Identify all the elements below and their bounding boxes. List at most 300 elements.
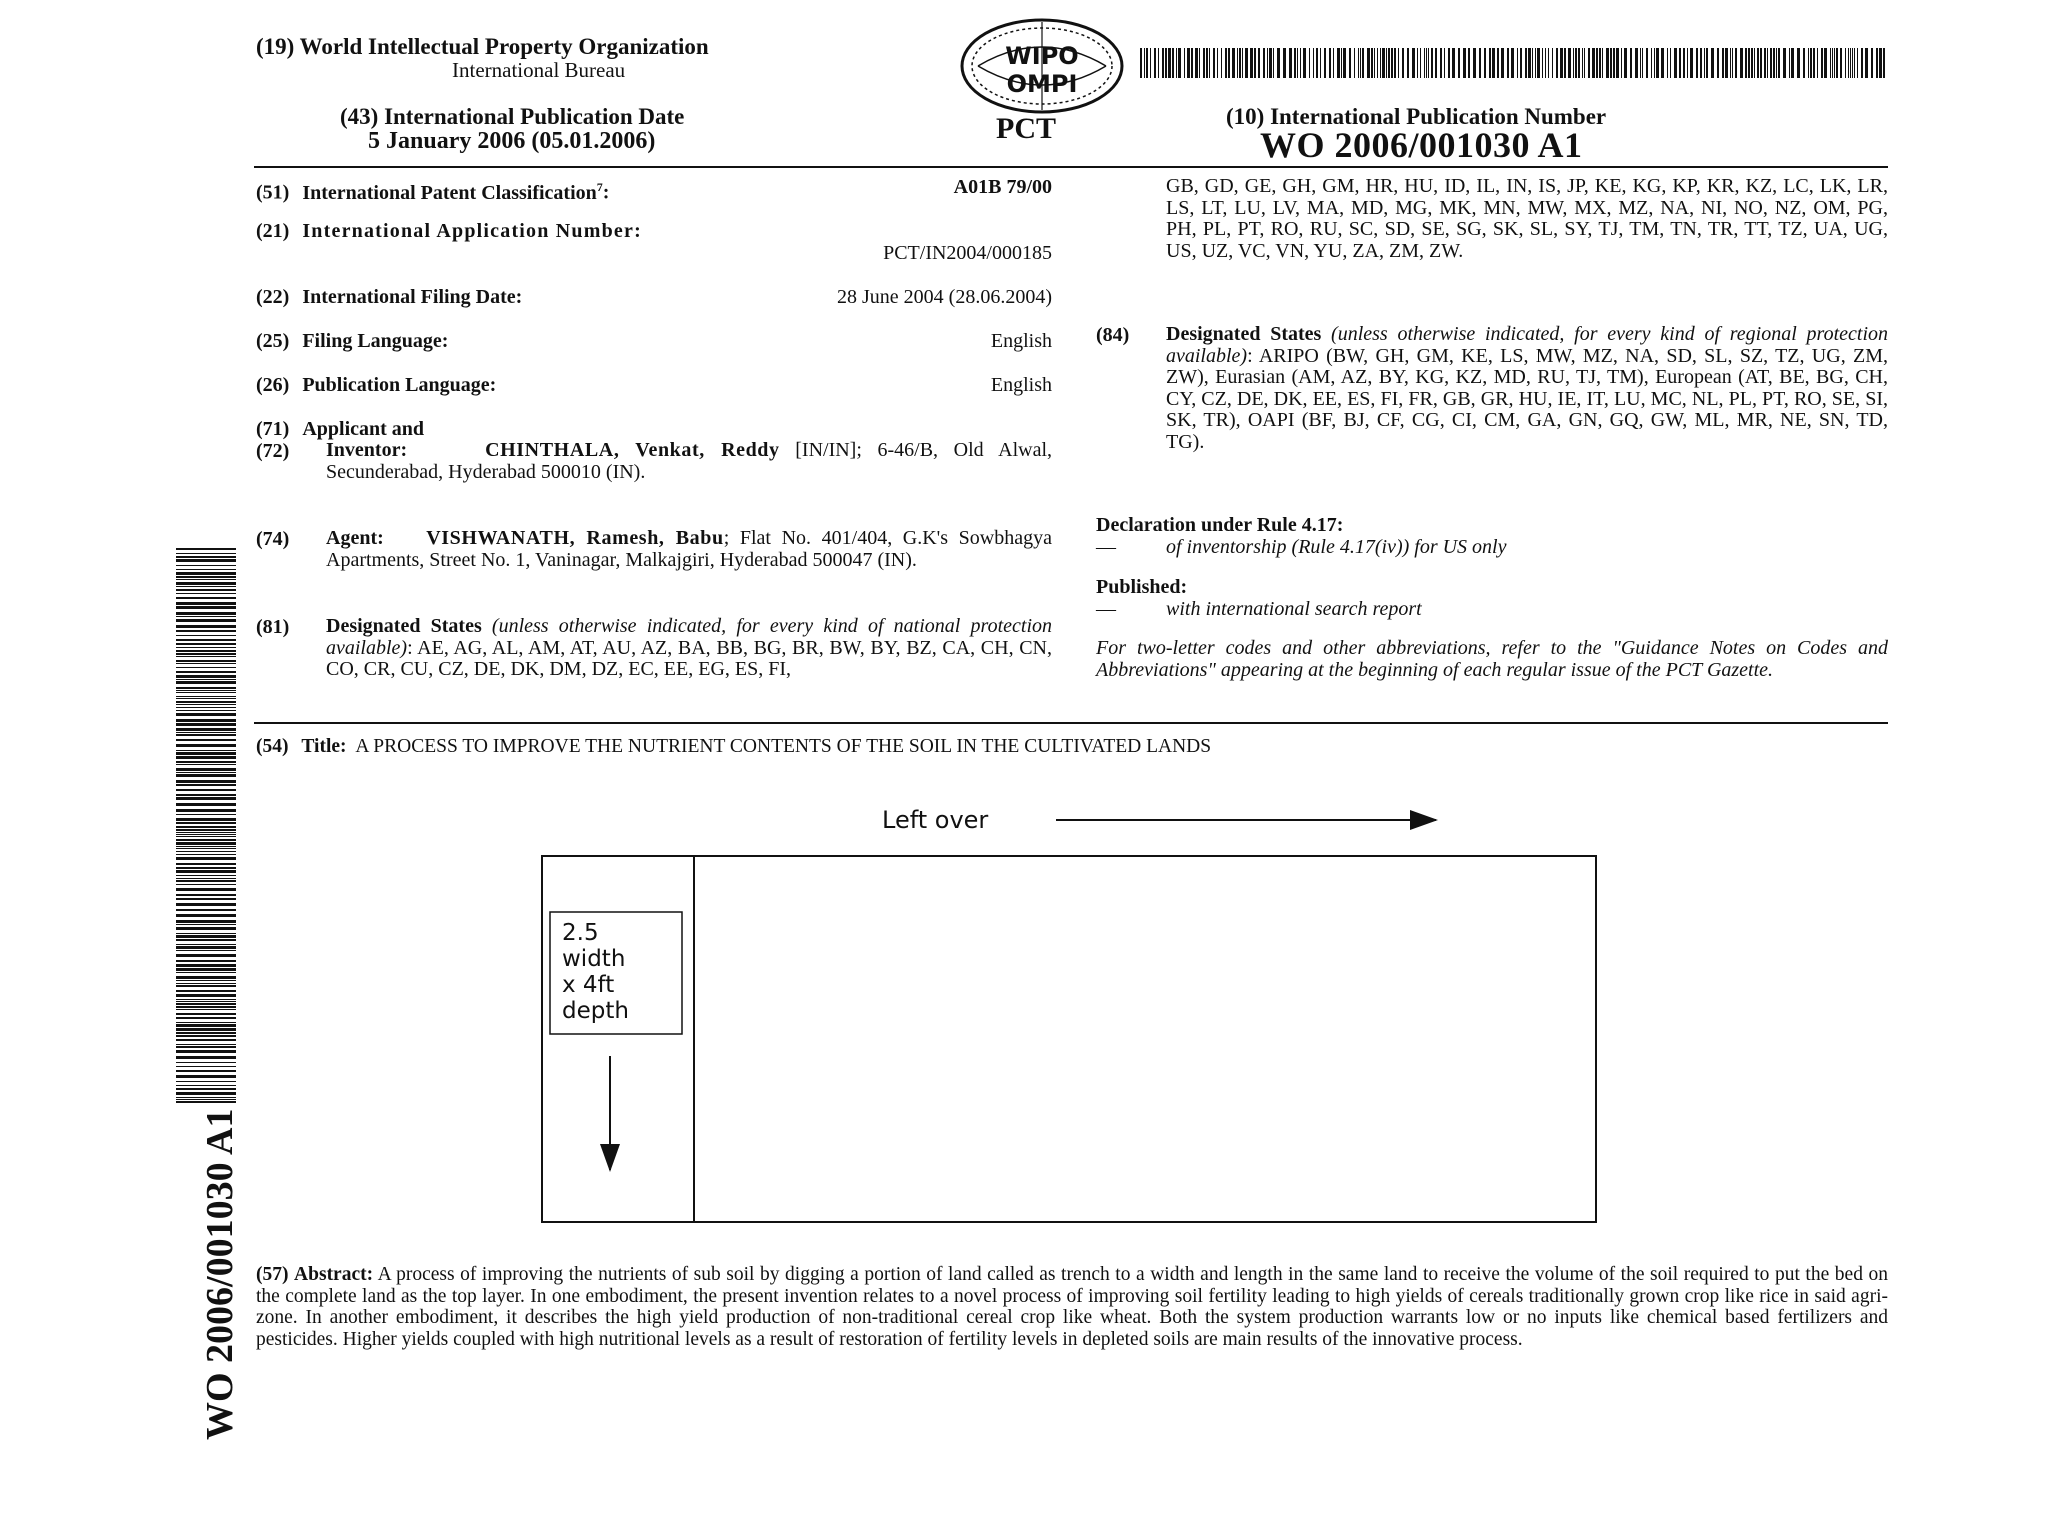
barcode-bar — [1883, 48, 1885, 78]
barcode-bar — [176, 1081, 236, 1082]
barcode-bar — [1696, 48, 1698, 78]
field-25: (25) Filing Language: English — [256, 330, 1052, 352]
barcode-bar — [1635, 48, 1638, 78]
barcode-bar — [176, 692, 236, 693]
barcode-bar — [1630, 48, 1632, 78]
barcode-bar — [176, 939, 236, 941]
barcode-bar — [176, 972, 236, 973]
barcode-bar — [1283, 48, 1286, 78]
field-72: Inventor: CHINTHALA, Venkat, Reddy [IN/IN]; 6-46/B, Old Alwal, Secunderabad, Hyderabad 500010 (IN). — [326, 439, 1053, 483]
barcode-bar — [1187, 48, 1190, 78]
barcode-bar — [176, 1099, 236, 1100]
field-71: (71) Applicant and — [256, 418, 425, 440]
barcode-bar — [1535, 48, 1536, 78]
wipo-logo-top: WIPO — [1005, 42, 1079, 70]
barcode-bar — [176, 894, 236, 896]
barcode-bar — [176, 954, 236, 957]
barcode-bar — [1732, 48, 1733, 78]
barcode-bar — [176, 635, 236, 636]
barcode-bar — [1616, 48, 1619, 78]
barcode-bar — [1426, 48, 1427, 78]
barcode-bar — [1206, 48, 1208, 78]
barcode-bar — [1239, 48, 1241, 78]
barcode-bar — [1217, 48, 1218, 78]
declaration-text: of inventorship (Rule 4.17(iv)) for US only — [1166, 536, 1507, 558]
barcode-bar — [1848, 48, 1849, 78]
barcode-bar — [1484, 48, 1486, 78]
barcode-bar — [1354, 48, 1355, 78]
barcode-bar — [1337, 48, 1340, 78]
field-84: Designated States (unless otherwise indicated, for every kind of regional protection available): ARIPO (BW, GH, GM, KE, LS, MW, MZ, NA, SD, SL, SZ, TZ, UG, ZM, ZW), Eurasian (AM, AZ, BY, KG, KZ, MD, RU, TJ, TM), European (AT, BE, BG, CH, CY, CZ, DE, DK, EE, ES, FI, FR, GB, GR, HU, IE, IT, LU, MC, NL, PL, PT, RO, SE, SI, SK, TR), OAPI (BF, BJ, CF, CG, CI, CM, GA, GN, GQ, GW, ML, MR, NE, SN, TD, TG). — [1166, 323, 1888, 453]
barcode-bar — [1532, 48, 1533, 78]
barcode-bar — [1776, 48, 1777, 78]
barcode-bar — [176, 1001, 236, 1002]
barcode-bar — [1745, 48, 1747, 78]
barcode-bar — [1582, 48, 1583, 78]
title-line: (54) Title: A PROCESS TO IMPROVE THE NUTRIENT CONTENTS OF THE SOIL IN THE CULTIVATED LANDS — [256, 736, 1212, 757]
barcode-bar — [1367, 48, 1370, 78]
barcode-bar — [176, 927, 236, 930]
barcode-bar — [176, 579, 236, 580]
trench-label-line-2: width — [562, 946, 626, 972]
barcode-bar — [1237, 48, 1238, 78]
barcode-bar — [176, 903, 236, 906]
barcode-bar — [176, 597, 236, 599]
barcode-bar — [1834, 48, 1835, 78]
barcode-bar — [1808, 48, 1809, 78]
barcode-bar — [1374, 48, 1375, 78]
barcode-bar — [1876, 48, 1878, 78]
barcode-bar — [1232, 48, 1235, 78]
barcode-bar — [1706, 48, 1708, 78]
pct-mark: PCT — [996, 112, 1056, 145]
barcode-bar — [1333, 48, 1334, 78]
barcode-bar — [1165, 48, 1167, 78]
barcode-bar — [1431, 48, 1433, 78]
barcode-bar — [176, 559, 236, 562]
barcode-bar — [176, 667, 236, 668]
barcode-bar — [1444, 48, 1445, 78]
barcode-bar — [1824, 48, 1827, 78]
barcode-bar — [1479, 48, 1481, 78]
barcode-bar — [1473, 48, 1476, 78]
figure-drawing — [530, 800, 1610, 1240]
barcode-bar — [176, 822, 236, 824]
barcode-bar — [176, 576, 236, 578]
barcode-bar — [1435, 48, 1437, 78]
barcode-bar — [176, 857, 236, 860]
barcode-bar — [176, 663, 236, 664]
barcode-bar — [176, 780, 236, 783]
field-81-continued: GB, GD, GE, GH, GM, HR, HU, ID, IL, IN, IS, JP, KE, KG, KP, KR, KZ, LC, LK, LR, LS, LT, LU, LV, MA, MD, MG, MK, MN, MW, MX, MZ, NA, NI, NO, NZ, OM, PG, PH, PL, PT, RO, RU, SC, SD, SE, SG, SK, SL, SY, TJ, TM, TN, TR, TT, TZ, UA, UG, US, UZ, VC, VN, YU, ZA, ZM, ZW. — [1166, 175, 1888, 262]
barcode-bar — [176, 774, 236, 777]
barcode-bar — [176, 863, 236, 865]
field-21: (21) International Application Number: — [256, 220, 642, 242]
barcode-bar — [176, 696, 236, 697]
barcode-bar — [1525, 48, 1527, 78]
barcode-bar — [1394, 48, 1396, 78]
barcode-bar — [1661, 48, 1664, 78]
barcode-bar — [176, 707, 236, 708]
barcode-bar — [1588, 48, 1590, 78]
barcode-bar — [176, 964, 236, 967]
barcode-bar — [1497, 48, 1499, 78]
barcode-bar — [176, 734, 236, 736]
barcode-bar — [176, 719, 236, 722]
barcode-bar — [1783, 48, 1786, 78]
barcode-bar — [1146, 48, 1148, 78]
barcode-bar — [1717, 48, 1719, 78]
barcode-bar — [1277, 48, 1280, 78]
barcode-bar — [1810, 48, 1812, 78]
barcode-bar — [176, 744, 236, 747]
barcode-bar — [1199, 48, 1200, 78]
barcode-bar — [176, 909, 236, 911]
barcode-bar — [1690, 48, 1693, 78]
barcode-bar — [1556, 48, 1558, 78]
barcode-bar — [176, 924, 236, 925]
barcode-bar — [1297, 48, 1298, 78]
abbreviation-note: For two-letter codes and other abbreviations, refer to the "Guidance Notes on Codes and Abbreviations" appearing at the beginning of each regular issue of the PCT Gazette. — [1096, 637, 1888, 681]
barcode-bar — [1492, 48, 1495, 78]
barcode-bar — [1144, 48, 1145, 78]
barcode-bar — [176, 839, 236, 841]
barcode-bar — [176, 980, 236, 981]
declaration-label: Declaration under Rule 4.17: — [1096, 514, 1344, 536]
barcode-bar — [176, 687, 236, 689]
barcode-bar — [1642, 48, 1643, 78]
barcode-bar — [176, 1070, 236, 1072]
barcode-bar — [1371, 48, 1373, 78]
barcode-bar — [1584, 48, 1585, 78]
barcode-bar — [176, 653, 236, 655]
barcode-bar — [176, 1028, 236, 1031]
barcode-bar — [176, 752, 236, 755]
barcode-bar — [176, 976, 236, 979]
header-rule — [254, 166, 1888, 168]
barcode-bar — [176, 1003, 236, 1005]
barcode-bar — [176, 875, 236, 876]
barcode-bar — [1654, 48, 1655, 78]
barcode-bar — [1748, 48, 1750, 78]
barcode-bar — [1573, 48, 1574, 78]
barcode-bar — [1871, 48, 1873, 78]
barcode-bar — [1602, 48, 1603, 78]
barcode-bar — [1797, 48, 1800, 78]
barcode-bar — [1463, 48, 1466, 78]
barcode-bar — [1606, 48, 1609, 78]
barcode-bar — [176, 1085, 236, 1086]
declaration-dash: — — [1096, 536, 1116, 558]
barcode-bar — [1407, 48, 1409, 78]
barcode-bar — [176, 660, 236, 662]
barcode-bar — [1528, 48, 1531, 78]
barcode-bar — [1537, 48, 1540, 78]
barcode-bar — [176, 834, 236, 835]
barcode-bar — [176, 772, 236, 773]
barcode-bar — [1458, 48, 1460, 78]
barcode-bar — [1303, 48, 1306, 78]
barcode-bar — [1865, 48, 1868, 78]
barcode-bar — [176, 933, 236, 934]
barcode-bar — [1343, 48, 1346, 78]
barcode-bar — [176, 1017, 236, 1019]
barcode-bar — [1154, 48, 1156, 78]
barcode-bar — [176, 809, 236, 812]
barcode-bar — [176, 698, 236, 699]
barcode-bar — [176, 690, 236, 691]
barcode-bar — [176, 994, 236, 997]
barcode-bar — [1552, 48, 1553, 78]
barcode-bar — [176, 732, 236, 733]
barcode-bar — [176, 1050, 236, 1053]
barcode-bar — [176, 968, 236, 971]
abstract: (57) Abstract: A process of improving the nutrients of sub soil by digging a portion of land called as trench to a width and length in the same land to receive the volume of the soil required to put the bed on the complete land as the top layer. In one embodiment, the present invention relates to a novel process of improving soil fertility leading to high yields of cereals traditionally grown crop like rice in said agri-zone. In another embodiment, it describes the high yield production of non-traditional cereal crop like wheat. Both the system production warrants low or no inputs like chemical based fertilizers and pesticides. Higher yields coupled with high nutritional levels as a result of restoration of fertility levels in depleted soils are main results of the innovative process. — [256, 1264, 1888, 1350]
barcode-bar — [1377, 48, 1378, 78]
barcode-bar — [176, 990, 236, 992]
barcode-bar — [1740, 48, 1743, 78]
barcode-bar — [176, 818, 236, 821]
barcode-bar — [176, 582, 236, 585]
barcode-bar — [1402, 48, 1404, 78]
barcode-bar — [1267, 48, 1268, 78]
barcode-bar — [176, 884, 236, 885]
barcode-bar — [1821, 48, 1823, 78]
barcode-bar — [176, 1056, 236, 1059]
barcode-bar — [176, 602, 236, 605]
barcode-bar — [176, 960, 236, 962]
barcode-bar — [176, 946, 236, 949]
field-22: (22) International Filing Date: 28 June 2004 (28.06.2004) — [256, 286, 1052, 308]
application-number: PCT/IN2004/000185 — [883, 242, 1052, 264]
filing-date: 28 June 2004 (28.06.2004) — [837, 286, 1052, 308]
barcode-bar — [176, 836, 236, 837]
field-74-num: (74) — [256, 528, 290, 550]
trench-label-line-1: 2.5 — [562, 920, 599, 946]
barcode-bar — [176, 898, 236, 900]
barcode-bar — [1656, 48, 1659, 78]
barcode-bar — [1830, 48, 1831, 78]
barcode-bar — [1420, 48, 1421, 78]
barcode-bar — [176, 647, 236, 648]
barcode-bar — [176, 586, 236, 587]
barcode-bar — [176, 803, 236, 806]
barcode-bar — [1803, 48, 1805, 78]
barcode-bar — [1850, 48, 1851, 78]
barcode-bar — [1667, 48, 1668, 78]
barcode-bar — [1341, 48, 1342, 78]
barcode-bar — [1548, 48, 1549, 78]
barcode-bar — [1242, 48, 1243, 78]
pub-number-label: (10) International Publication Number — [1226, 104, 1607, 129]
barcode-bar — [1254, 48, 1256, 78]
barcode-bar — [176, 1092, 236, 1095]
trench-label — [562, 920, 629, 1024]
vertical-publication-number: WO 2006/001030 A1 — [199, 1108, 241, 1440]
barcode-bar — [1203, 48, 1205, 78]
barcode-bar — [1417, 48, 1418, 78]
barcode-bar — [176, 1006, 236, 1008]
barcode-bar — [1412, 48, 1415, 78]
barcode-bar — [1722, 48, 1724, 78]
barcode-bar — [1360, 48, 1361, 78]
publication-language: English — [990, 374, 1052, 396]
field-81-num: (81) — [256, 616, 290, 638]
barcode-bar — [176, 639, 236, 641]
barcode-bar — [176, 999, 236, 1000]
barcode-bar — [1294, 48, 1296, 78]
barcode-bar — [176, 593, 236, 594]
barcode-bar — [176, 589, 236, 591]
barcode-bar — [176, 985, 236, 987]
barcode-bar — [176, 1066, 236, 1067]
barcode-bar — [176, 814, 236, 815]
barcode-bar — [1840, 48, 1842, 78]
barcode-bar — [1700, 48, 1702, 78]
barcode-bar — [1273, 48, 1274, 78]
barcode-bar — [176, 826, 236, 828]
barcode-bar — [176, 797, 236, 800]
barcode-bar — [176, 867, 236, 869]
barcode-bar — [176, 870, 236, 873]
barcode-bar — [1168, 48, 1171, 78]
barcode-bar — [1162, 48, 1164, 78]
barcode-bar — [1440, 48, 1442, 78]
barcode-bar — [176, 548, 236, 550]
barcode-bar — [176, 794, 236, 796]
ipc-value: A01B 79/00 — [953, 176, 1052, 198]
barcode-bar — [176, 569, 236, 570]
barcode-bar — [1817, 48, 1818, 78]
barcode-bar — [1452, 48, 1455, 78]
barcode-bar — [1316, 48, 1318, 78]
barcode-bar — [1845, 48, 1846, 78]
barcode-bar — [1651, 48, 1652, 78]
barcode-bar — [1176, 48, 1177, 78]
barcode-bar — [1424, 48, 1425, 78]
barcode-bar — [1683, 48, 1685, 78]
barcode-bar — [176, 842, 236, 845]
pub-number: WO 2006/001030 A1 — [1260, 125, 1583, 165]
barcode-bar — [176, 761, 236, 763]
barcode-bar — [176, 1046, 236, 1048]
field-26: (26) Publication Language: English — [256, 374, 1052, 396]
title-rule — [254, 722, 1888, 724]
barcode-bar — [1228, 48, 1230, 78]
barcode-bar — [1358, 48, 1359, 78]
barcode-bar — [176, 1062, 236, 1063]
barcode-bar — [176, 553, 236, 554]
top-barcode — [1140, 48, 1888, 78]
barcode-bar — [1191, 48, 1193, 78]
barcode-bar — [1764, 48, 1766, 78]
barcode-bar — [176, 756, 236, 759]
barcode-bar — [1879, 48, 1882, 78]
barcode-bar — [176, 1101, 236, 1103]
barcode-bar — [1560, 48, 1563, 78]
barcode-bar — [176, 888, 236, 891]
barcode-bar — [176, 854, 236, 855]
pub-date-label: (43) International Publication Date — [340, 104, 685, 129]
field-74: Agent: VISHWANATH, Ramesh, Babu; Flat No. 401/404, G.K's Sowbhagya Apartments, Street No. 1, Vaninagar, Malkajgiri, Hyderabad 500047 (IN). — [326, 527, 1052, 571]
barcode-bar — [1751, 48, 1753, 78]
barcode-bar — [1140, 48, 1142, 78]
barcode-bar — [176, 675, 236, 678]
barcode-bar — [176, 713, 236, 716]
barcode-bar — [1263, 48, 1265, 78]
barcode-bar — [1735, 48, 1737, 78]
published-label: Published: — [1096, 576, 1188, 598]
barcode-bar — [1245, 48, 1248, 78]
barcode-bar — [1520, 48, 1522, 78]
barcode-bar — [176, 750, 236, 751]
barcode-bar — [1760, 48, 1762, 78]
trench-label-line-3: x 4ft — [562, 972, 615, 998]
barcode-bar — [176, 723, 236, 726]
barcode-bar — [1391, 48, 1393, 78]
barcode-bar — [1324, 48, 1326, 78]
barcode-bar — [1564, 48, 1566, 78]
barcode-bar — [176, 671, 236, 673]
barcode-bar — [176, 1075, 236, 1078]
barcode-bar — [1621, 48, 1622, 78]
barcode-bar — [1599, 48, 1601, 78]
filing-language: English — [990, 330, 1052, 352]
barcode-bar — [1501, 48, 1504, 78]
column-divider — [1095, 166, 1096, 167]
barcode-bar — [1770, 48, 1772, 78]
barcode-bar — [1767, 48, 1768, 78]
barcode-bar — [1852, 48, 1853, 78]
barcode-bar — [1313, 48, 1314, 78]
barcode-bar — [1778, 48, 1780, 78]
barcode-bar — [1309, 48, 1310, 78]
barcode-bar — [1428, 48, 1429, 78]
barcode-bar — [176, 851, 236, 852]
barcode-bar — [176, 704, 236, 705]
barcode-bar — [1610, 48, 1612, 78]
barcode-bar — [176, 1044, 236, 1045]
barcode-bar — [1596, 48, 1598, 78]
land-outline — [542, 856, 1596, 1222]
barcode-bar — [176, 832, 236, 833]
barcode-bar — [176, 650, 236, 652]
side-barcode — [176, 548, 236, 1104]
trench-label-line-4: depth — [562, 998, 629, 1024]
barcode-bar — [176, 1035, 236, 1037]
barcode-bar — [1289, 48, 1292, 78]
barcode-bar — [176, 1024, 236, 1027]
barcode-bar — [1468, 48, 1470, 78]
barcode-bar — [1854, 48, 1855, 78]
barcode-bar — [176, 914, 236, 917]
field-72-num: (72) — [256, 440, 290, 462]
barcode-bar — [1195, 48, 1198, 78]
barcode-bar — [176, 1009, 236, 1010]
barcode-bar — [1813, 48, 1815, 78]
left-over-label: Left over — [882, 806, 989, 834]
barcode-bar — [176, 789, 236, 791]
barcode-bar — [176, 880, 236, 882]
barcode-bar — [1545, 48, 1546, 78]
barcode-bar — [176, 710, 236, 711]
barcode-bar — [176, 1022, 236, 1023]
barcode-bar — [1489, 48, 1491, 78]
barcode-bar — [1773, 48, 1775, 78]
org-line: (19) World Intellectual Property Organization — [256, 34, 709, 59]
barcode-bar — [1674, 48, 1677, 78]
barcode-bar — [176, 612, 236, 615]
